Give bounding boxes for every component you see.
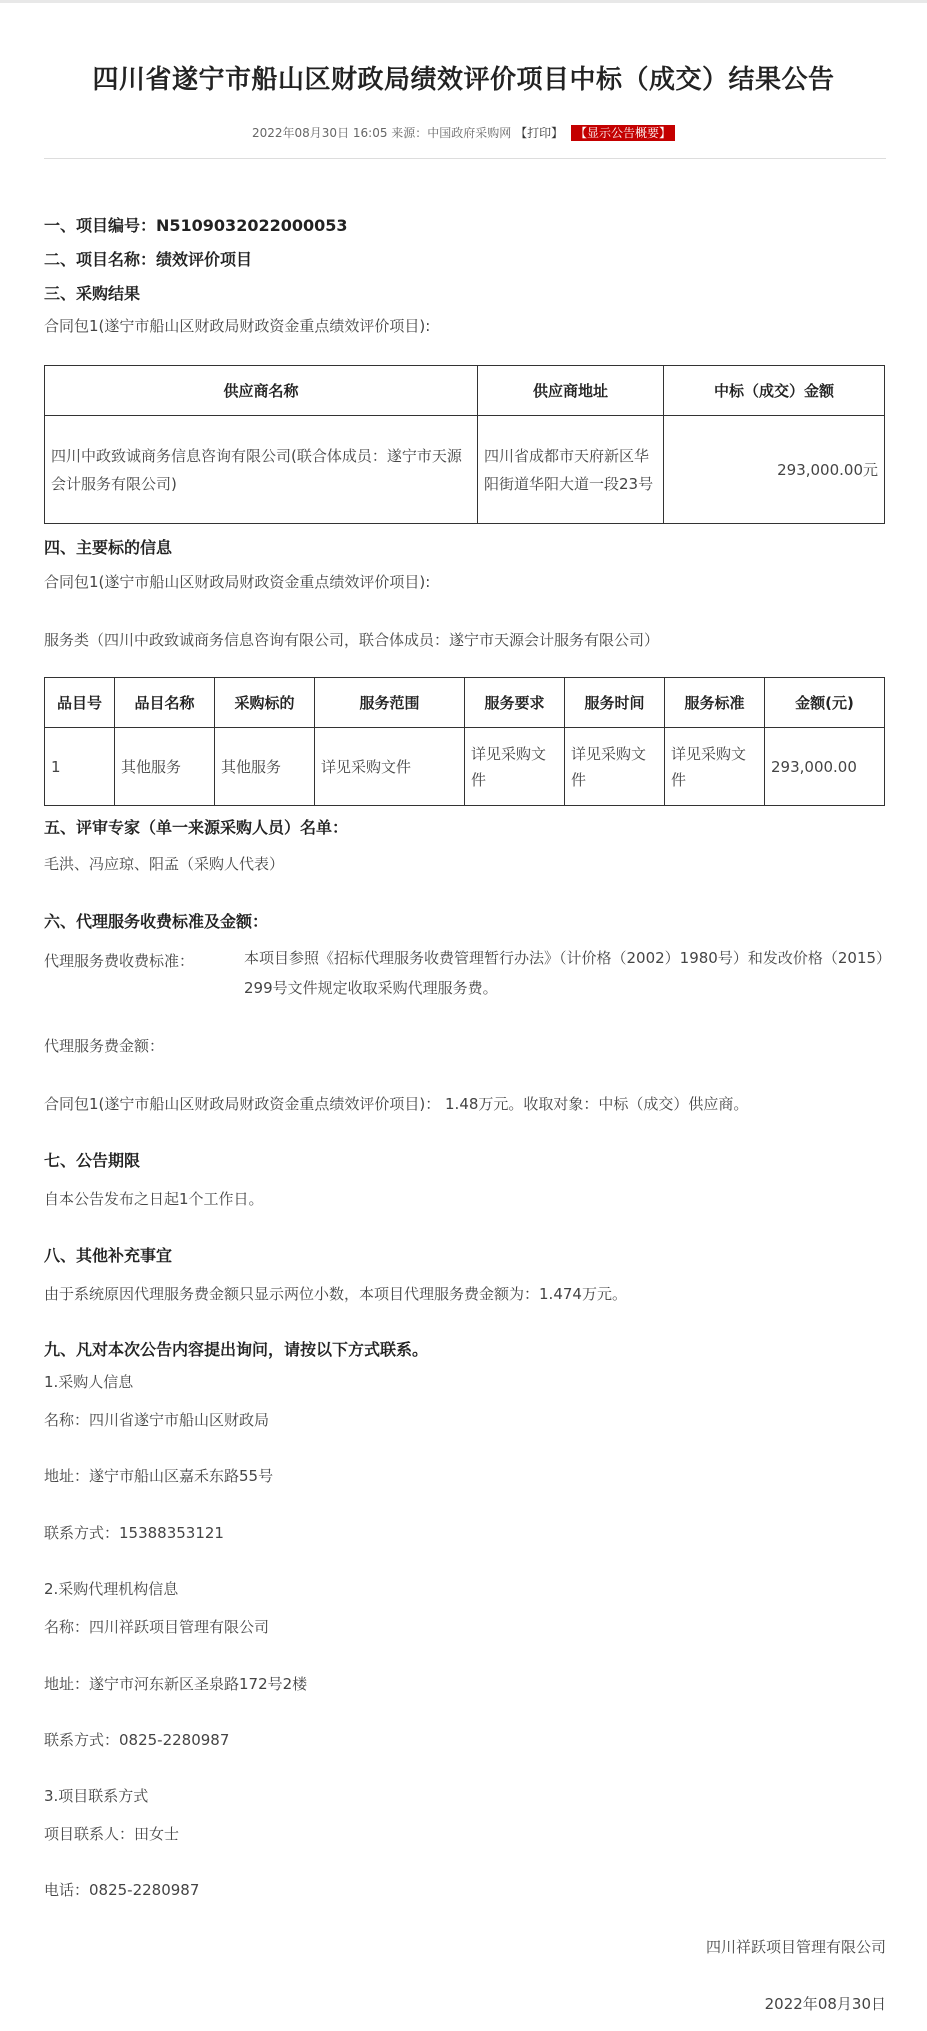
agency-info-title: 2.采购代理机构信息 [44, 1580, 179, 1598]
purchaser-info-title: 1.采购人信息 [44, 1373, 134, 1391]
table-cell: 详见采购文件 [665, 728, 765, 806]
agency-address: 地址：遂宁市河东新区圣泉路172号2楼 [44, 1675, 308, 1693]
table-cell: 详见采购文件 [565, 728, 665, 806]
package-label-2: 合同包1(遂宁市船山区财政局财政资金重点绩效评价项目): [44, 573, 431, 591]
table-cell: 其他服务 [115, 728, 215, 806]
divider [44, 158, 886, 159]
section-result-heading: 三、采购结果 [44, 284, 141, 303]
experts-list: 毛洪、冯应琼、阳孟（采购人代表） [44, 855, 285, 873]
section-extra-heading: 八、其他补充事宜 [44, 1246, 173, 1265]
meta-line [0, 124, 927, 141]
table-header: 品目号 [45, 678, 115, 728]
fee-standard-text: 本项目参照《招标代理服务收费管理暂行办法》（计价格（2002）1980号）和发改价格（2015）299号文件规定收取采购代理服务费。 [244, 949, 884, 997]
top-border [0, 0, 927, 3]
item-table [44, 677, 885, 806]
signature-date: 2022年08月30日 [764, 1995, 886, 2013]
service-line: 服务类（四川中政致诚商务信息咨询有限公司，联合体成员：遂宁市天源会计服务有限公司） [44, 631, 660, 649]
period-text: 自本公告发布之日起1个工作日。 [44, 1190, 264, 1208]
print-link[interactable]: 【打印】 [515, 126, 564, 140]
fee-amount-text: 合同包1(遂宁市船山区财政局财政资金重点绩效评价项目)： 1.48万元。收取对象：中标（成交）供应商。 [44, 1095, 749, 1113]
table-cell: 其他服务 [215, 728, 315, 806]
table-header: 中标（成交）金额 [664, 366, 885, 416]
table-cell: 293,000.00 [765, 728, 885, 806]
project-contact-person: 项目联系人：田女士 [44, 1825, 180, 1843]
project-contact-phone: 电话：0825-2280987 [44, 1881, 200, 1899]
table-header: 服务标准 [665, 678, 765, 728]
fee-amount-label: 代理服务费金额： [44, 1037, 165, 1055]
purchaser-phone: 联系方式：15388353121 [44, 1524, 224, 1542]
page-title: 四川省遂宁市船山区财政局绩效评价项目中标（成交）结果公告 [92, 65, 835, 95]
signature-organization: 四川祥跃项目管理有限公司 [705, 1938, 886, 1956]
bid-amount-cell: 293,000.00元 [664, 416, 885, 524]
table-header: 服务时间 [565, 678, 665, 728]
package-label: 合同包1(遂宁市船山区财政局财政资金重点绩效评价项目): [44, 317, 431, 335]
table-header: 服务范围 [315, 678, 465, 728]
section-period-heading: 七、公告期限 [44, 1151, 141, 1170]
result-table [44, 365, 885, 524]
publish-datetime: 2022年08月30日 16:05 [251, 126, 388, 140]
section-items-heading: 四、主要标的信息 [44, 538, 173, 557]
table-cell: 1 [45, 728, 115, 806]
table-header: 供应商名称 [45, 366, 478, 416]
table-header: 采购标的 [215, 678, 315, 728]
source-label: 来源：中国政府采购网 [391, 126, 512, 140]
table-cell: 详见采购文件 [465, 728, 565, 806]
project-contact-title: 3.项目联系方式 [44, 1787, 149, 1805]
fee-standard-label: 代理服务费收费标准： [44, 952, 195, 970]
agency-name: 名称：四川祥跃项目管理有限公司 [44, 1618, 270, 1636]
table-header: 金额(元) [765, 678, 885, 728]
show-summary-button[interactable]: 【显示公告概要】 [571, 125, 675, 141]
agency-phone: 联系方式：0825-2280987 [44, 1731, 230, 1749]
table-cell: 详见采购文件 [315, 728, 465, 806]
supplier-address-cell: 四川省成都市天府新区华阳街道华阳大道一段23号 [478, 416, 664, 524]
supplier-name-cell: 四川中政致诚商务信息咨询有限公司(联合体成员：遂宁市天源会计服务有限公司) [45, 416, 478, 524]
section-fee-heading: 六、代理服务收费标准及金额： [44, 912, 269, 931]
section-experts-heading: 五、评审专家（单一来源采购人员）名单： [44, 818, 349, 837]
purchaser-name: 名称：四川省遂宁市船山区财政局 [44, 1411, 270, 1429]
table-header: 服务要求 [465, 678, 565, 728]
table-header: 品目名称 [115, 678, 215, 728]
table-header: 供应商地址 [478, 366, 664, 416]
project-number: 一、项目编号：N5109032022000053 [44, 216, 348, 235]
section-contact-heading: 九、凡对本次公告内容提出询问，请按以下方式联系。 [44, 1340, 429, 1359]
extra-text: 由于系统原因代理服务费金额只显示两位小数，本项目代理服务费金额为：1.474万元。 [44, 1285, 627, 1303]
purchaser-address: 地址：遂宁市船山区嘉禾东路55号 [44, 1467, 274, 1485]
project-name: 二、项目名称：绩效评价项目 [44, 250, 253, 269]
